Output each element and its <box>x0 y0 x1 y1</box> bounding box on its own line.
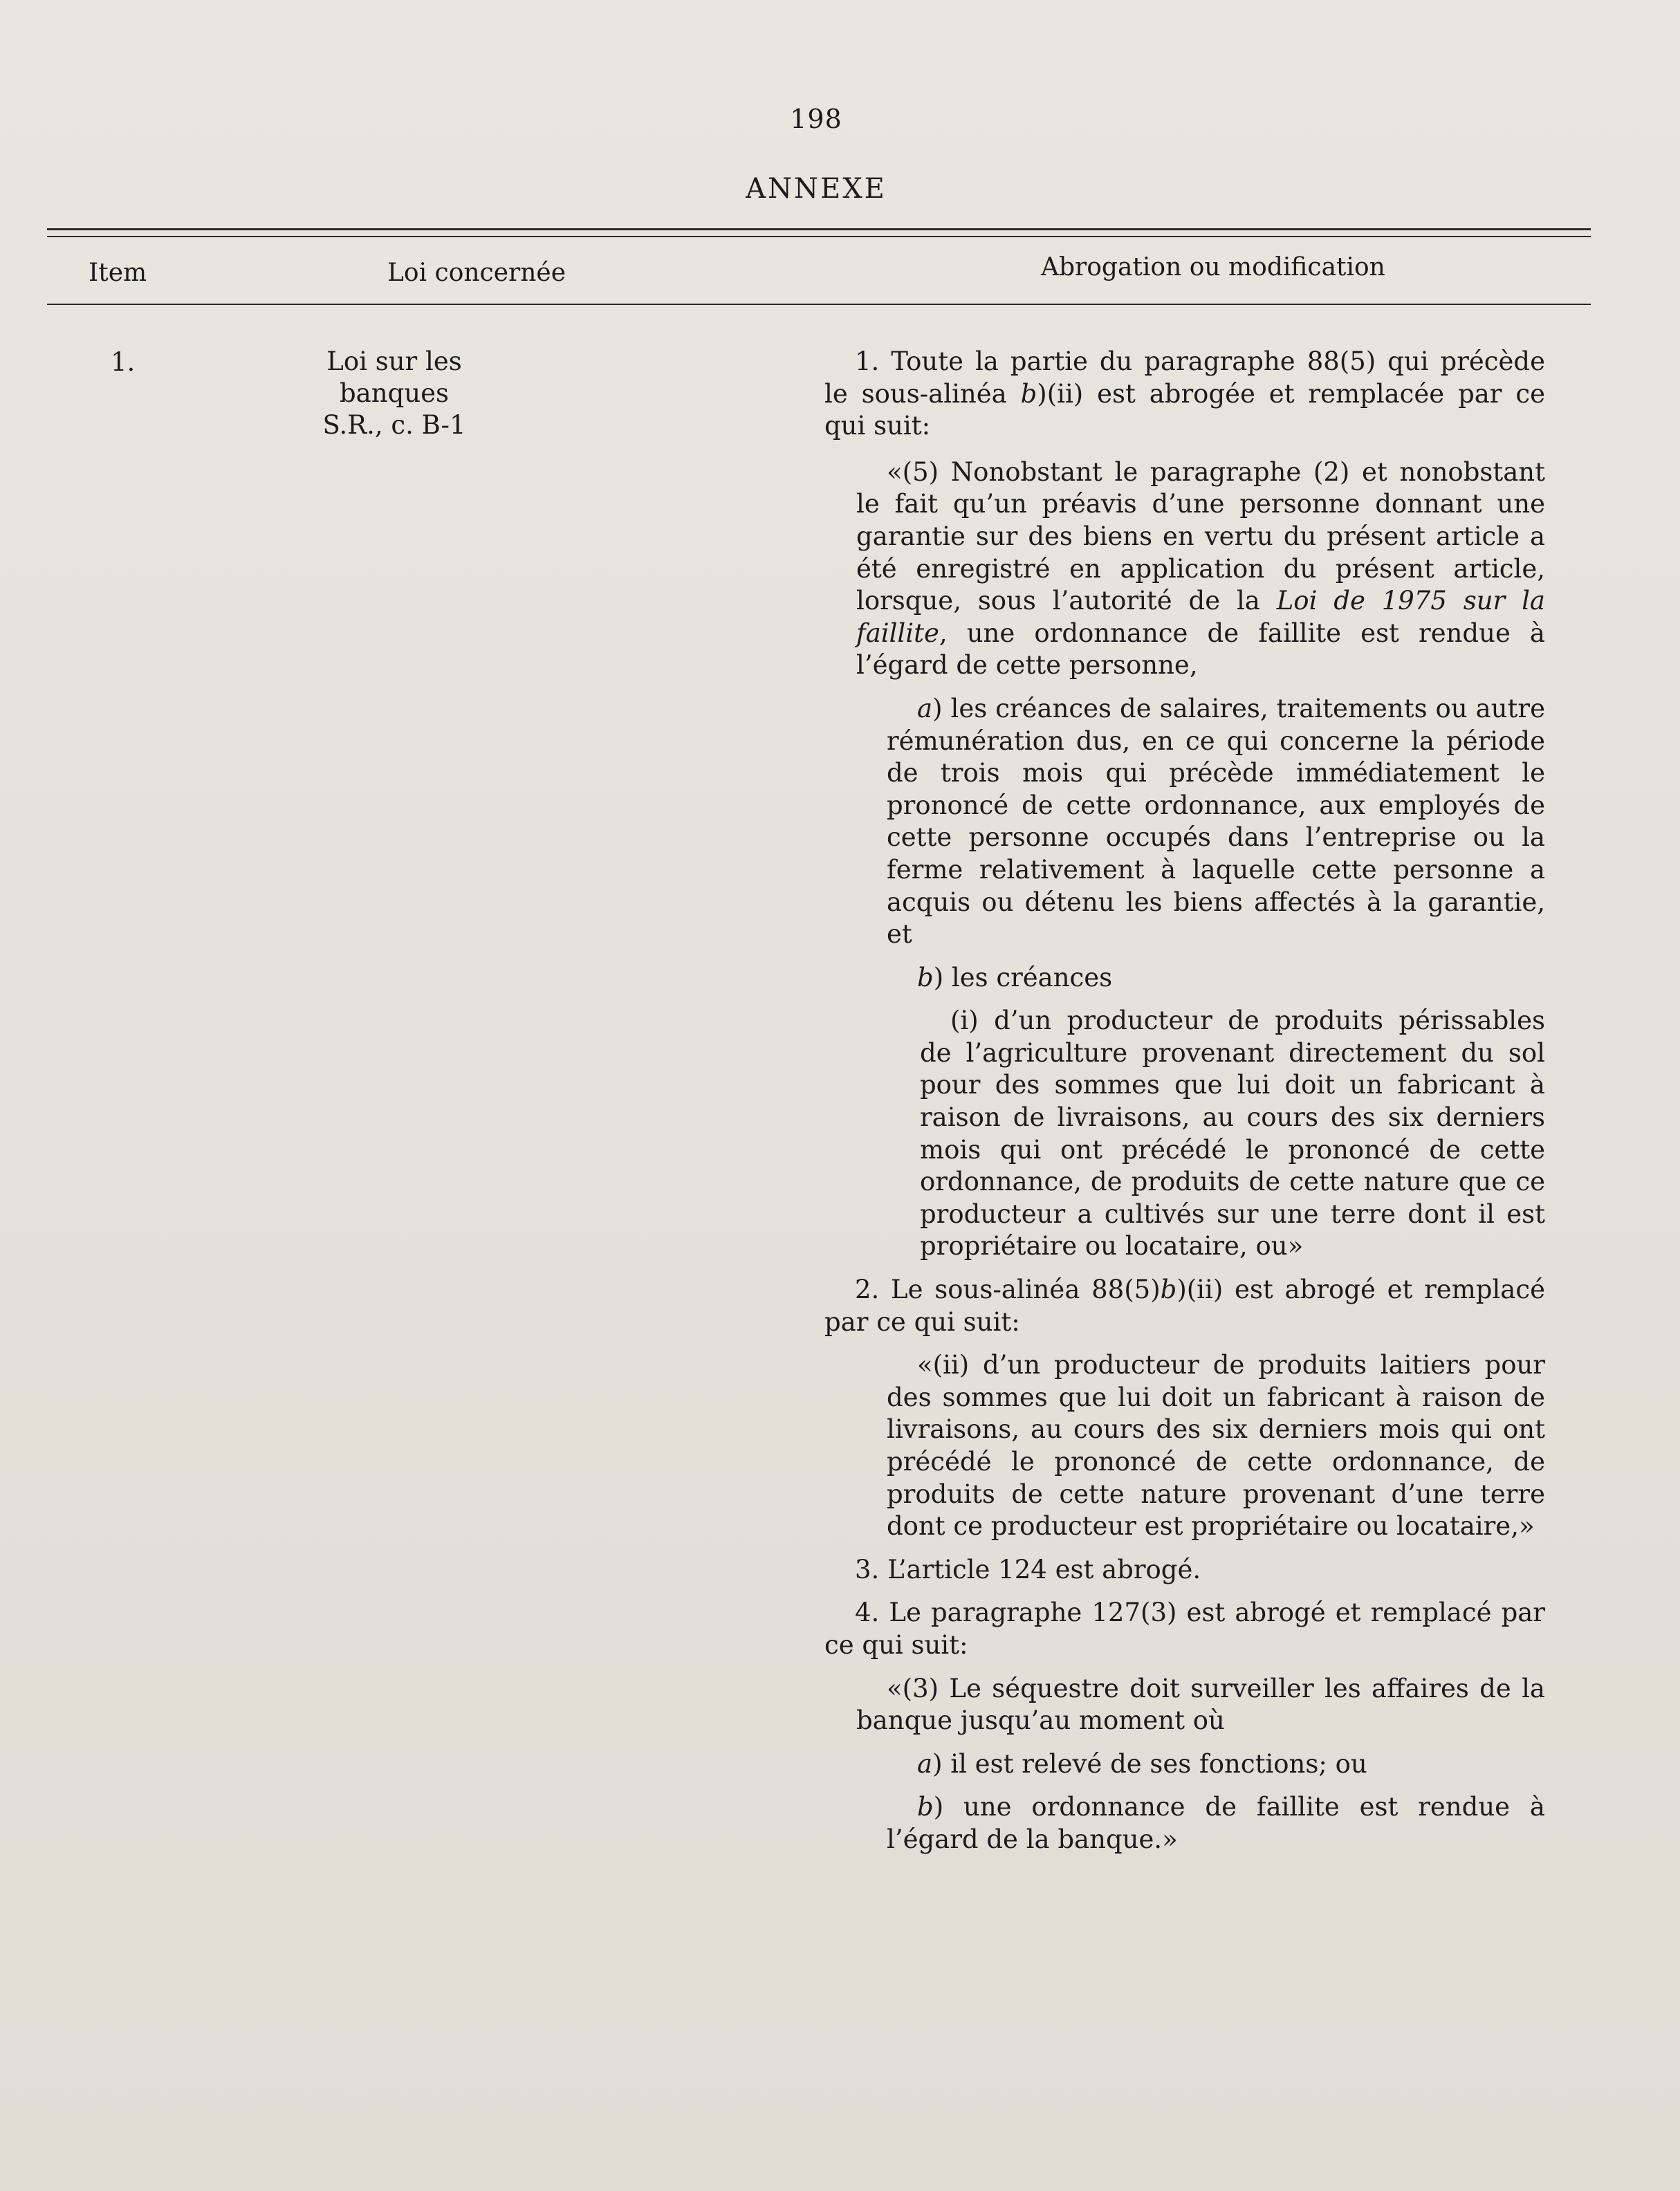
row-law <box>277 346 512 441</box>
row-item-number: 1. <box>111 347 136 377</box>
header-bottom-rule <box>47 304 1591 305</box>
amendment-paragraph-2: 2. Le sous-alinéa 88(5)b)(ii) est abrogé et remplacé par ce qui suit: <box>824 1275 1545 1337</box>
amendment-paragraph-3: 3. L’article 124 est abrogé. <box>855 1554 1201 1584</box>
paragraph-a: a) les créances de salaires, traitements ou autre rémunération dus, en ce qui concerne la période de trois mois qui précède immédiatement le prononcé de cette ordonnance, aux employés de cette personne occupés dans l’entreprise ou la ferme relativement à laquelle cette personne a acquis ou détenu les biens affectés à la garantie, et <box>887 693 1545 950</box>
header-law: Loi concernée <box>387 259 566 287</box>
law-name: Loi sur les banques <box>326 346 462 408</box>
annex-title: ANNEXE <box>746 173 887 205</box>
quoted-subsection-5: «(5) Nonobstant le paragraphe (2) et nonobstant le fait qu’un préavis d’une personne donnant une garantie sur des biens en vertu du présent article a été enregistré en application du présent article, lorsque, sous l’autorité de la Loi de 1975 sur la faillite, une ordonnance de faillite est rendue à l’égard de cette personne, <box>856 456 1545 681</box>
table-top-rule <box>47 228 1591 230</box>
amendment-paragraph-4: 4. Le paragraphe 127(3) est abrogé et remplacé par ce qui suit: <box>824 1598 1545 1660</box>
receiver-paragraph-b: b) une ordonnance de faillite est rendue à l’égard de la banque.» <box>887 1792 1545 1854</box>
header-item: Item <box>89 259 147 287</box>
subparagraph-i: (i) d’un producteur de produits périssables de l’agriculture provenant directement du sol pour des sommes que lui doit un fabricant à raison de livraisons, au cours des six derniers mois qui ont précédé le prononcé de cette ordonnance, de produits de cette nature que ce producteur a cultivés sur une terre dont il est propriétaire ou locataire, ou» <box>920 1006 1545 1261</box>
amendment-paragraph-1: 1. Toute la partie du paragraphe 88(5) qui précède le sous-alinéa b)(ii) est abrogée et remplacée par ce qui suit: <box>824 346 1545 441</box>
law-citation: S.R., c. B-1 <box>322 410 466 440</box>
page-number: 198 <box>790 104 842 134</box>
receiver-paragraph-a: a) il est relevé de ses fonctions; ou <box>917 1748 1367 1779</box>
paragraph-b: b) les créances <box>917 962 1113 992</box>
quoted-subsection-3: «(3) Le séquestre doit surveiller les affaires de la banque jusqu’au moment où <box>856 1673 1545 1736</box>
header-amendment: Abrogation ou modification <box>1041 253 1385 281</box>
amendment-column <box>824 346 1545 1856</box>
table-top-rule-inner <box>47 236 1591 237</box>
quoted-subparagraph-ii: «(ii) d’un producteur de produits laitiers pour des sommes que lui doit un fabricant à raison de livraisons, au cours des six derniers mois qui ont précédé le prononcé de cette ordonnance, de produits de cette nature provenant d’une terre dont ce producteur est propriétaire ou locataire,» <box>887 1350 1545 1542</box>
